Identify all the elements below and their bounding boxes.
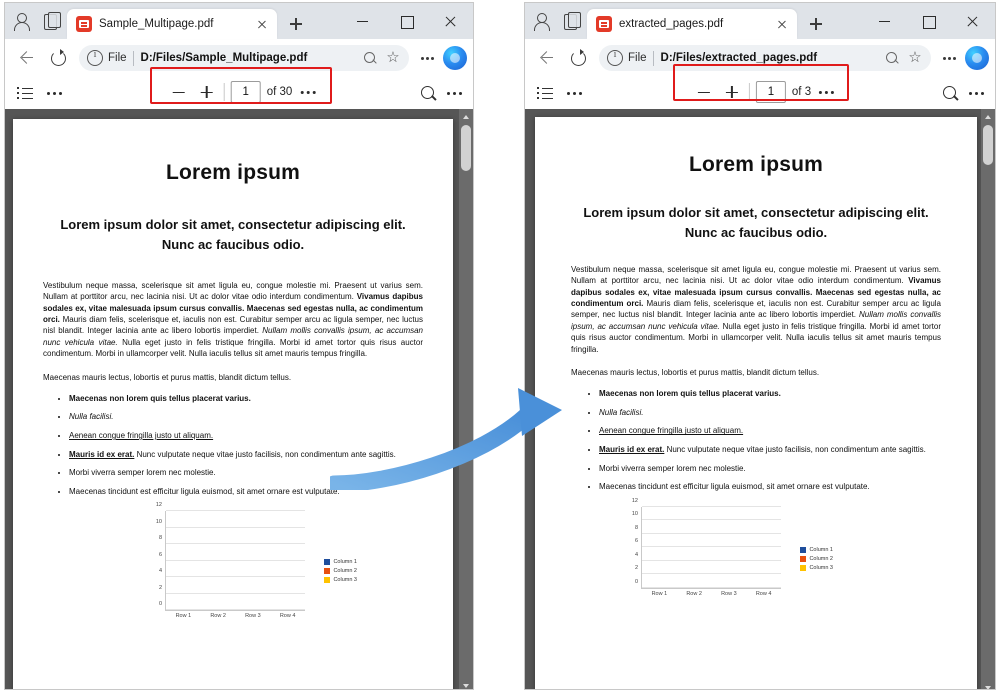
list-item bbox=[69, 467, 423, 479]
pdf-toolbar bbox=[5, 77, 473, 109]
chart-x-tick-label: Row 2 bbox=[686, 590, 702, 597]
titlebar-icon-group bbox=[5, 3, 61, 39]
person-icon[interactable] bbox=[11, 11, 31, 31]
chart-gridline bbox=[642, 546, 781, 547]
chart-y-tick-label: 12 bbox=[631, 497, 638, 504]
document-title: Lorem ipsum bbox=[688, 153, 824, 176]
tab-title: Sample_Multipage.pdf bbox=[99, 18, 214, 30]
browser-tab[interactable] bbox=[67, 9, 277, 39]
chart-legend-label: Column 2 bbox=[809, 555, 833, 562]
list-item-label: Maecenas non lorem quis tellus placerat varius. bbox=[599, 389, 781, 399]
chart-gridline bbox=[166, 560, 305, 561]
chart-gridline bbox=[166, 543, 305, 544]
pdf-file-icon bbox=[76, 16, 92, 32]
chart-gridline bbox=[642, 506, 781, 507]
list-item bbox=[599, 407, 941, 419]
chart-gridline bbox=[166, 510, 305, 511]
chart-legend-item bbox=[324, 577, 357, 583]
scheme-label: File bbox=[628, 52, 647, 64]
list-item-label: Aenean congue fringilla justo ut aliquam. bbox=[599, 426, 744, 436]
pdf-toolbar bbox=[525, 77, 995, 109]
divider bbox=[133, 51, 134, 66]
chart-x-tick-label: Row 4 bbox=[279, 613, 296, 620]
search-icon[interactable] bbox=[415, 80, 441, 106]
chart-legend-item bbox=[800, 547, 833, 553]
chart-y-tick-label: 2 bbox=[634, 565, 638, 572]
close-icon[interactable] bbox=[253, 15, 271, 33]
bar-chart bbox=[619, 497, 833, 605]
list-item bbox=[599, 444, 941, 456]
chart-legend-label: Column 1 bbox=[333, 558, 357, 565]
url-text: D:/Files/extracted_pages.pdf bbox=[660, 52, 818, 64]
chart-gridline bbox=[166, 576, 305, 577]
scroll-down-arrow-icon[interactable] bbox=[981, 681, 995, 690]
list-item-label: Morbi viverra semper lorem nec molestie. bbox=[599, 463, 746, 473]
chart-x-tick-label: Row 1 bbox=[651, 590, 668, 597]
pdf-viewer[interactable] bbox=[5, 109, 473, 690]
list-item bbox=[69, 411, 423, 423]
chart-x-tick-label: Row 4 bbox=[755, 590, 772, 597]
more-dots-icon[interactable] bbox=[937, 45, 963, 71]
browser-window-right bbox=[524, 2, 996, 690]
chart-y-tick-label: 6 bbox=[158, 551, 162, 558]
document-paragraph-1 bbox=[43, 280, 423, 360]
copilot-icon[interactable] bbox=[965, 46, 989, 70]
pdf-viewer[interactable] bbox=[525, 109, 995, 690]
more-dots-icon[interactable] bbox=[298, 82, 318, 102]
document-title: Lorem ipsum bbox=[165, 161, 301, 184]
url-text: D:/Files/Sample_Multipage.pdf bbox=[140, 52, 308, 64]
copilot-icon[interactable] bbox=[443, 46, 467, 70]
minimize-icon[interactable] bbox=[341, 3, 385, 39]
divider bbox=[749, 83, 750, 101]
minimize-icon[interactable] bbox=[863, 3, 907, 39]
chart-legend-swatch bbox=[800, 547, 806, 553]
chart-legend-label: Column 2 bbox=[333, 567, 357, 574]
list-item bbox=[69, 430, 423, 442]
chart-gridline bbox=[642, 573, 781, 574]
list-item-label: Mauris id ex erat. bbox=[599, 445, 665, 455]
minus-icon[interactable] bbox=[168, 81, 190, 103]
chart-legend-label: Column 3 bbox=[809, 564, 833, 571]
chart-legend-swatch bbox=[324, 568, 330, 574]
chart-legend-swatch bbox=[800, 565, 806, 571]
reload-icon[interactable] bbox=[563, 43, 593, 73]
scrollbar-thumb[interactable] bbox=[983, 125, 993, 165]
table-of-contents-icon[interactable] bbox=[13, 81, 37, 105]
page-navigation-group bbox=[162, 79, 325, 105]
list-item-label: Morbi viverra semper lorem nec molestie. bbox=[69, 468, 216, 478]
more-dots-icon[interactable] bbox=[967, 83, 987, 103]
page-total-label: of 30 bbox=[266, 86, 293, 98]
list-item bbox=[69, 449, 423, 461]
document-paragraph-1 bbox=[571, 264, 941, 355]
chart-gridline bbox=[642, 533, 781, 534]
para-run: Mauris diam felis, scelerisque et, iaculis non est. Curabitur semper arcu ac ligula semper, nec luctus nisl blandit. Integer lacinia ante ac libero lobortis imperdiet. bbox=[43, 315, 423, 336]
scheme-label: File bbox=[108, 52, 127, 64]
para-run-italic: Nullam mollis convallis ipsum, ac accumsan nunc vehicula vitae. bbox=[571, 310, 941, 331]
list-item-label: Maecenas non lorem quis tellus placerat varius. bbox=[69, 393, 251, 403]
bar-chart bbox=[143, 502, 357, 627]
page-number-input[interactable]: 1 bbox=[756, 81, 786, 103]
para-run: Nulla eget justo in felis tristique fringilla. Morbi id amet tortor quis risus auctor condimentum. Morbi in ullamcorper velit. Nulla iaculis tellus sit amet mauris tempus fringilla. bbox=[43, 337, 424, 359]
list-item bbox=[599, 463, 941, 475]
chart-y-tick-label: 2 bbox=[158, 584, 162, 591]
chart-y-tick-label: 4 bbox=[158, 568, 162, 575]
plus-icon[interactable] bbox=[721, 81, 743, 103]
chart-legend bbox=[800, 547, 833, 571]
chart-legend-swatch bbox=[324, 559, 330, 565]
plus-icon[interactable] bbox=[196, 81, 218, 103]
chart-legend-item bbox=[800, 565, 833, 571]
info-icon[interactable] bbox=[87, 50, 103, 66]
tab-title: extracted_pages.pdf bbox=[619, 18, 724, 30]
pdf-page bbox=[13, 119, 453, 690]
list-item-label: Nulla facilisi. bbox=[69, 412, 114, 422]
chart-gridline bbox=[166, 527, 305, 528]
close-icon[interactable] bbox=[773, 15, 791, 33]
document-bullet-list bbox=[571, 388, 941, 493]
document-body bbox=[535, 153, 977, 605]
chart-plot-area bbox=[631, 497, 781, 597]
para-run-italic: Nullam mollis convallis ipsum, ac accumsan nunc vehicula vitae. bbox=[43, 326, 424, 347]
document-subtitle: Lorem ipsum dolor sit amet, consectetur adipiscing elit. Nunc ac faucibus odio. bbox=[60, 217, 406, 252]
title-bar bbox=[525, 3, 995, 39]
chart-y-tick-label: 10 bbox=[155, 518, 162, 525]
scroll-up-arrow-icon[interactable] bbox=[981, 109, 995, 123]
window-caption-buttons bbox=[863, 3, 995, 39]
chart-legend-label: Column 1 bbox=[809, 546, 833, 553]
chart-legend-label: Column 3 bbox=[333, 576, 357, 583]
more-dots-icon[interactable] bbox=[45, 83, 65, 103]
list-item bbox=[599, 388, 941, 400]
collections-icon[interactable] bbox=[561, 11, 581, 31]
list-item-label-rest: Nunc vulputate neque vitae justo facilisis, non condimentum ante sagittis. bbox=[134, 449, 396, 459]
table-of-contents-icon[interactable] bbox=[533, 81, 557, 105]
chart-legend bbox=[324, 559, 357, 583]
address-bar bbox=[525, 39, 995, 77]
minus-icon[interactable] bbox=[693, 81, 715, 103]
chart-x-tick-label: Row 1 bbox=[175, 613, 192, 620]
close-icon[interactable] bbox=[951, 3, 995, 39]
chart-y-tick-label: 4 bbox=[634, 551, 638, 558]
list-item-label: Nulla facilisi. bbox=[599, 407, 644, 417]
document-paragraph-2: Maecenas mauris lectus, lobortis et purus mattis, blandit dictum tellus. bbox=[43, 372, 292, 382]
back-arrow-icon[interactable] bbox=[531, 43, 561, 73]
scrollbar-thumb[interactable] bbox=[461, 125, 471, 171]
para-run-bold: Vivamus dapibus sodales ex, vitae malesuada ipsum cursus convallis. Maecenas sed egestas nulla, ac condimentum orci. bbox=[571, 276, 941, 309]
vertical-scrollbar[interactable] bbox=[459, 109, 473, 690]
window-caption-buttons bbox=[341, 3, 473, 39]
search-zoom-icon[interactable] bbox=[359, 47, 381, 69]
address-input[interactable] bbox=[599, 45, 931, 71]
more-dots-icon[interactable] bbox=[817, 82, 837, 102]
scroll-down-arrow-icon[interactable] bbox=[459, 679, 473, 690]
pdf-toolbar-right bbox=[415, 80, 465, 106]
chart-y-tick-label: 12 bbox=[155, 502, 162, 509]
page-number-input[interactable]: 1 bbox=[231, 81, 261, 103]
reload-icon[interactable] bbox=[43, 43, 73, 73]
address-input[interactable] bbox=[79, 45, 409, 71]
chart-legend-item bbox=[800, 556, 833, 562]
list-item bbox=[69, 486, 423, 498]
chart-x-tick-label: Row 3 bbox=[721, 590, 737, 597]
chart-x-tick-label: Row 2 bbox=[210, 613, 226, 620]
divider bbox=[224, 83, 225, 101]
para-run: Vestibulum neque massa, scelerisque sit amet ligula eu, congue molestie mi. Praesent ut varius sem. Nullam at porttitor arcu, nec lacinia nisi. Ut ac dolor vitae odio interdum condimentum. bbox=[43, 281, 423, 302]
chart-gridline bbox=[642, 587, 781, 588]
document-body bbox=[13, 161, 453, 627]
document-subtitle: Lorem ipsum dolor sit amet, consectetur adipiscing elit. Nunc ac faucibus odio. bbox=[583, 205, 929, 240]
search-icon[interactable] bbox=[937, 80, 963, 106]
titlebar-icon-group bbox=[525, 3, 581, 39]
chart-gridline bbox=[166, 609, 305, 610]
chart-y-tick-label: 8 bbox=[634, 524, 638, 531]
page-total-label: of 3 bbox=[791, 86, 812, 98]
chart-y-tick-label: 0 bbox=[634, 578, 638, 585]
more-dots-icon[interactable] bbox=[445, 83, 465, 103]
para-run: Mauris diam felis, scelerisque et, iaculis non est. Curabitur semper arcu ac ligula semper, nec luctus nisl blandit. Integer lacinia ante ac libero lobortis imperdiet. bbox=[571, 299, 942, 320]
list-item-label: Mauris id ex erat. bbox=[69, 449, 135, 459]
collections-icon[interactable] bbox=[41, 11, 61, 31]
document-bullet-list bbox=[43, 393, 423, 498]
chart-legend-swatch bbox=[800, 556, 806, 562]
maximize-icon[interactable] bbox=[385, 3, 429, 39]
chart-legend-swatch bbox=[324, 577, 330, 583]
list-item bbox=[599, 481, 941, 493]
chart-legend-item bbox=[324, 568, 357, 574]
chart-plot-area bbox=[155, 502, 305, 620]
list-item-label-rest: Nunc vulputate neque vitae justo facilisis, non condimentum ante sagittis. bbox=[664, 445, 926, 455]
divider bbox=[653, 51, 654, 66]
person-icon[interactable] bbox=[531, 11, 551, 31]
info-icon[interactable] bbox=[607, 50, 623, 66]
star-icon[interactable]: ☆ bbox=[908, 49, 922, 66]
chart-x-tick-label: Row 3 bbox=[245, 613, 261, 620]
pdf-file-icon bbox=[596, 16, 612, 32]
document-paragraph-2: Maecenas mauris lectus, lobortis et purus mattis, blandit dictum tellus. bbox=[571, 367, 820, 377]
para-run-bold: Vivamus dapibus sodales ex, vitae malesuada ipsum cursus convallis. Maecenas sed egestas nulla, ac condimentum orci. bbox=[43, 292, 424, 325]
star-icon[interactable]: ☆ bbox=[386, 49, 400, 66]
scroll-up-arrow-icon[interactable] bbox=[459, 109, 473, 123]
more-dots-icon[interactable] bbox=[565, 83, 585, 103]
para-run: Vestibulum neque massa, scelerisque sit amet ligula eu, congue molestie mi. Praesent ut varius sem. Nullam at porttitor arcu, nec lacinia nisi. Ut ac dolor vitae odio interdum condimentum. bbox=[571, 265, 941, 286]
list-item bbox=[599, 425, 941, 437]
back-arrow-icon[interactable] bbox=[11, 43, 41, 73]
chart-gridline bbox=[166, 593, 305, 594]
list-item bbox=[69, 393, 423, 405]
close-icon[interactable] bbox=[429, 3, 473, 39]
vertical-scrollbar[interactable] bbox=[981, 109, 995, 690]
list-item-label: Aenean congue fringilla justo ut aliquam. bbox=[69, 431, 214, 441]
list-item-label: Maecenas tincidunt est efficitur ligula euismod, sit amet ornare est vulputate. bbox=[69, 486, 340, 496]
pdf-page bbox=[535, 117, 977, 690]
pdf-toolbar-right bbox=[937, 80, 987, 106]
para-run: Nulla eget justo in felis tristique fringilla. Morbi id amet tortor quis risus auctor condimentum. Morbi in ullamcorper velit. Nulla iaculis tellus sit amet mauris tempus fringilla. bbox=[571, 321, 942, 354]
page-navigation-group bbox=[687, 79, 843, 105]
maximize-icon[interactable] bbox=[907, 3, 951, 39]
more-dots-icon[interactable] bbox=[415, 45, 441, 71]
address-bar bbox=[5, 39, 473, 77]
chart-y-tick-label: 6 bbox=[634, 538, 638, 545]
chart-gridline bbox=[642, 560, 781, 561]
plus-icon[interactable] bbox=[283, 11, 309, 37]
chart-y-tick-label: 8 bbox=[158, 535, 162, 542]
search-zoom-icon[interactable] bbox=[881, 47, 903, 69]
title-bar bbox=[5, 3, 473, 39]
chart-gridline bbox=[642, 519, 781, 520]
list-item-label: Maecenas tincidunt est efficitur ligula euismod, sit amet ornare est vulputate. bbox=[599, 482, 870, 492]
chart-y-tick-label: 0 bbox=[158, 601, 162, 608]
chart-legend-item bbox=[324, 559, 357, 565]
chart-y-tick-label: 10 bbox=[631, 511, 638, 518]
plus-icon[interactable] bbox=[803, 11, 829, 37]
browser-window-left bbox=[4, 2, 474, 690]
browser-tab[interactable] bbox=[587, 9, 797, 39]
